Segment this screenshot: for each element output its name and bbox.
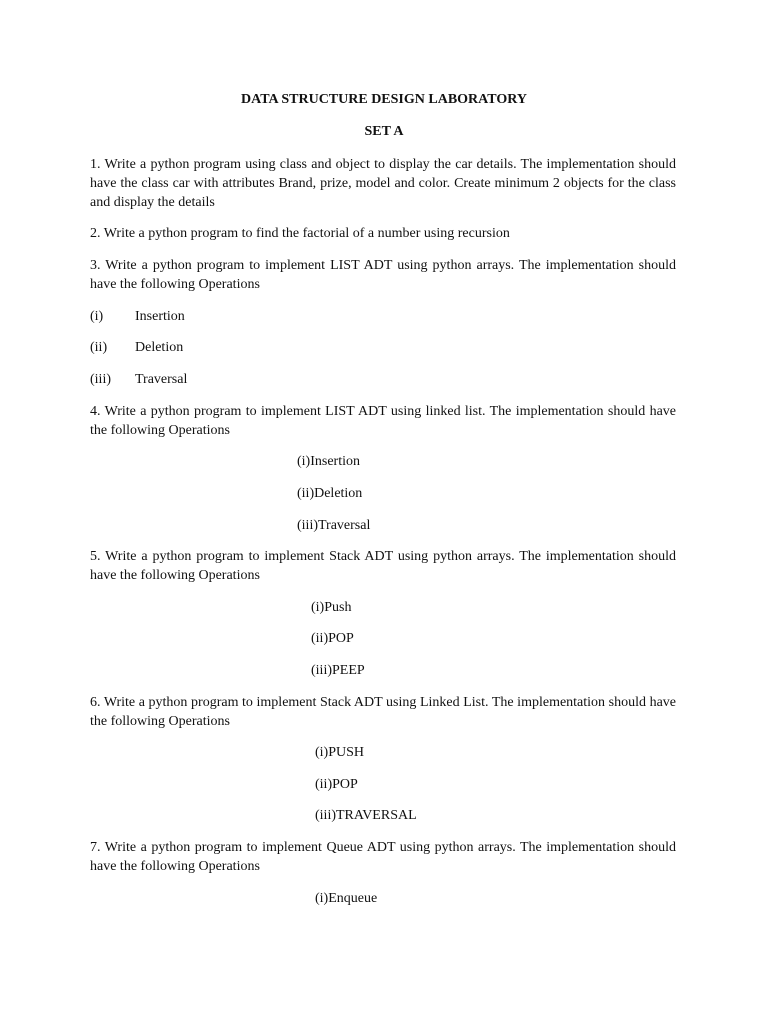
question-6: 6. Write a python program to implement Stack ADT using Linked List. The implementation should have the following Operations (90, 695, 676, 729)
q3-operation-text: Insertion (135, 309, 185, 324)
q3-operation-item (90, 338, 183, 357)
question-3: 3. Write a python program to implement LIST ADT using python arrays. The implementation should have the following Operations (90, 258, 676, 292)
q5-operation-item: (i)Push (311, 600, 352, 615)
q6-operation-item: (iii)TRAVERSAL (315, 808, 417, 823)
q3-operation-number: (ii) (90, 340, 108, 355)
set-heading: SET A (364, 124, 404, 139)
q4-operation-item: (iii)Traversal (297, 518, 371, 533)
q5-operation-item: (ii)POP (311, 631, 354, 646)
q3-operation-text: Traversal (135, 372, 188, 387)
question-5: 5. Write a python program to implement Stack ADT using python arrays. The implementation should have the following Operations (90, 549, 676, 583)
document-title: DATA STRUCTURE DESIGN LABORATORY (241, 92, 527, 107)
q3-operation-number: (iii) (90, 372, 111, 387)
q7-operation-item: (i)Enqueue (315, 891, 378, 906)
q6-operation-item: (ii)POP (315, 777, 358, 792)
q5-operation-item: (iii)PEEP (311, 663, 365, 678)
q3-operation-item (90, 370, 187, 389)
question-7: 7. Write a python program to implement Queue ADT using python arrays. The implementation should have the following Operations (90, 840, 676, 874)
q6-operation-item: (i)PUSH (315, 745, 365, 760)
q3-operation-item (90, 307, 185, 326)
question-1: 1. Write a python program using class and object to display the car details. The implementation should have the class car with attributes Brand, prize, model and color. Create minimum 2 objects for the class and display the details (90, 157, 676, 210)
question-2: 2. Write a python program to find the factorial of a number using recursion (90, 226, 510, 241)
question-4: 4. Write a python program to implement LIST ADT using linked list. The implementation should have the following Operations (90, 404, 676, 438)
q3-operation-number: (i) (90, 309, 104, 324)
q4-operation-item: (i)Insertion (297, 454, 360, 469)
q4-operation-item: (ii)Deletion (297, 486, 363, 501)
q3-operation-text: Deletion (135, 340, 184, 355)
